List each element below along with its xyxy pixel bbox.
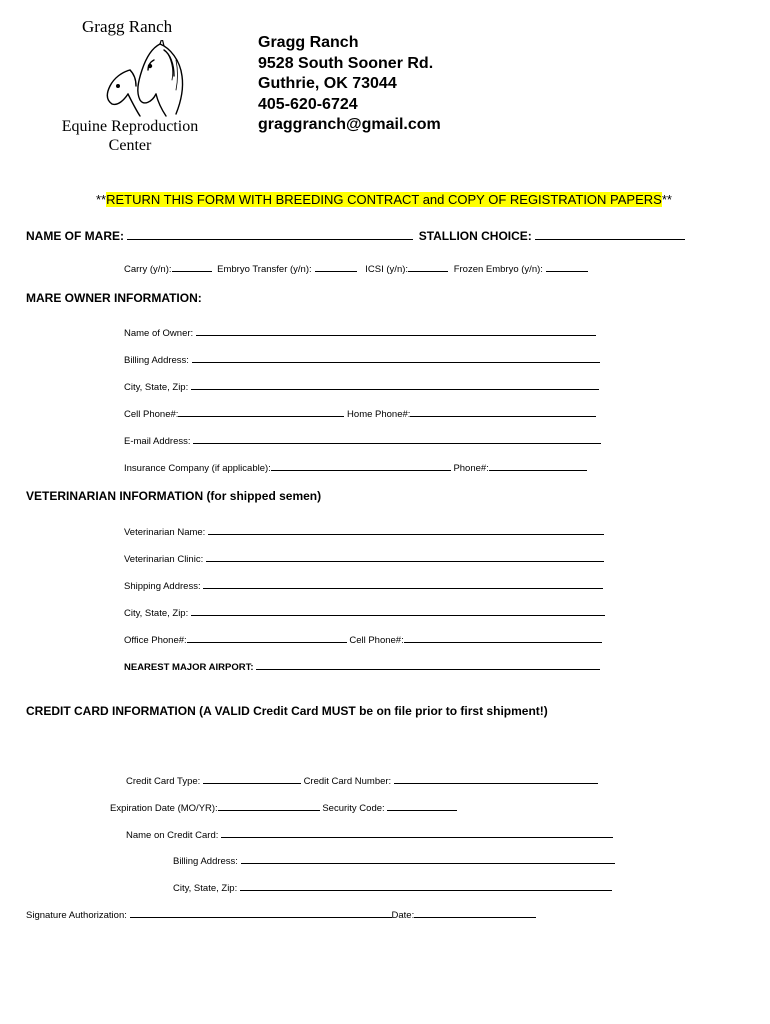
vet-phones-row (124, 632, 602, 646)
airport-label: NEAREST MAJOR AIRPORT (124, 662, 251, 673)
address-email: graggranch@gmail.com (258, 116, 441, 133)
airport-field[interactable] (256, 659, 600, 670)
card-security-label: Security Code: (322, 803, 385, 814)
owner-email-field[interactable] (193, 433, 601, 444)
owner-insurance-row (124, 460, 587, 474)
notice-suffix: ** (661, 192, 672, 207)
owner-insurance-label: Insurance Company (if applicable): (124, 463, 271, 474)
date-label: Date: (391, 910, 415, 921)
owner-city-row (124, 379, 599, 393)
mare-name-label: NAME OF MARE (26, 229, 120, 243)
owner-insurance-phone-label: Phone#: (453, 463, 489, 474)
notice-prefix: ** (96, 192, 107, 207)
card-type-row (126, 773, 598, 787)
card-billing-label: Billing Address: (173, 856, 238, 867)
owner-name-label: Name of Owner: (124, 328, 194, 339)
frozen-embryo-label: Frozen Embryo (y/n): (453, 264, 543, 275)
card-heading: CREDIT CARD INFORMATION (A VALID Credit Card MUST be on file prior to first shipment!) (26, 704, 548, 718)
address-phone: 405-620-6724 (258, 95, 358, 113)
owner-billing-label: Billing Address: (124, 355, 189, 366)
vet-name-row (124, 524, 604, 538)
owner-email-label: E-mail Address: (124, 436, 191, 447)
card-city-field[interactable] (240, 880, 612, 891)
vet-office-label: Office Phone#: (124, 635, 187, 646)
card-security-field[interactable] (387, 800, 457, 811)
icsi-label: ICSI (y/n): (365, 264, 409, 275)
carry-field[interactable] (172, 261, 212, 272)
signature-row (26, 907, 536, 921)
vet-city-field[interactable] (191, 605, 605, 616)
vet-city-label: City, State, Zip: (124, 608, 189, 619)
icsi-field[interactable] (408, 261, 448, 272)
vet-office-field[interactable] (187, 632, 347, 643)
mare-row: NAME OF MARE: STALLION CHOICE: (26, 228, 685, 243)
card-city-row (173, 880, 612, 894)
frozen-embryo-field[interactable] (546, 261, 588, 272)
card-number-field[interactable] (394, 773, 598, 784)
card-name-label: Name on Credit Card: (126, 830, 219, 841)
owner-email-row (124, 433, 601, 447)
stallion-choice-field[interactable] (535, 228, 685, 240)
embryo-transfer-field[interactable] (315, 261, 357, 272)
vet-heading: VETERINARIAN INFORMATION (for shipped semen) (26, 489, 322, 503)
return-notice (96, 192, 672, 207)
address-street: 9528 South Sooner Rd. (258, 54, 434, 72)
card-billing-row (173, 853, 615, 867)
owner-billing-row (124, 352, 600, 366)
card-number-label: Credit Card Number: (303, 776, 392, 787)
vet-shipping-field[interactable] (203, 578, 603, 589)
owner-cell-label: Cell Phone#: (124, 409, 179, 420)
address-name: Gragg Ranch (258, 34, 359, 51)
mare-name-field[interactable] (127, 228, 413, 240)
owner-home-label: Home Phone#: (347, 409, 411, 420)
owner-phones-row (124, 406, 596, 420)
horses-icon (90, 40, 190, 120)
card-type-label: Credit Card Type: (126, 776, 201, 787)
address-block (258, 33, 441, 136)
embryo-transfer-label: Embryo Transfer (y/n): (217, 264, 312, 275)
signature-label: Signature Authorization: (26, 910, 127, 921)
card-name-row (126, 827, 613, 841)
notice-highlight: RETURN THIS FORM WITH BREEDING CONTRACT and COPY OF REGISTRATION PAPERS (106, 192, 662, 207)
card-billing-field[interactable] (241, 853, 615, 864)
owner-heading: MARE OWNER INFORMATION: (26, 291, 202, 305)
logo-subtitle-1: Equine Reproduction (61, 118, 199, 135)
owner-cell-field[interactable] (178, 406, 344, 417)
logo-subtitle-2: Center (108, 137, 152, 154)
logo-title: Gragg Ranch (82, 17, 173, 36)
vet-clinic-label: Veterinarian Clinic: (124, 554, 204, 565)
signature-field[interactable] (130, 907, 392, 918)
owner-home-field[interactable] (410, 406, 596, 417)
vet-cell-field[interactable] (404, 632, 602, 643)
vet-name-label: Veterinarian Name: (124, 527, 206, 538)
vet-clinic-field[interactable] (206, 551, 604, 562)
date-field[interactable] (414, 907, 536, 918)
vet-name-field[interactable] (208, 524, 604, 535)
vet-city-row (124, 605, 605, 619)
owner-name-row (124, 325, 596, 339)
vet-shipping-label: Shipping Address: (124, 581, 201, 592)
card-type-field[interactable] (203, 773, 301, 784)
vet-cell-label: Cell Phone#: (349, 635, 404, 646)
card-expiration-label: Expiration Date (MO/YR): (110, 803, 218, 814)
breeding-options-row (124, 261, 588, 275)
card-expiration-row (110, 800, 457, 814)
stallion-choice-label: STALLION CHOICE (418, 229, 528, 243)
owner-insurance-phone-field[interactable] (489, 460, 587, 471)
card-expiration-field[interactable] (218, 800, 320, 811)
address-city: Guthrie, OK 73044 (258, 75, 397, 92)
owner-name-field[interactable] (196, 325, 596, 336)
owner-insurance-field[interactable] (271, 460, 451, 471)
card-city-label: City, State, Zip: (173, 883, 238, 894)
owner-city-field[interactable] (191, 379, 599, 390)
owner-billing-field[interactable] (192, 352, 600, 363)
vet-airport-row: NEAREST MAJOR AIRPORT: (124, 659, 600, 673)
vet-shipping-row (124, 578, 603, 592)
owner-city-label: City, State, Zip: (124, 382, 189, 393)
carry-label: Carry (y/n): (124, 264, 172, 275)
vet-clinic-row (124, 551, 604, 565)
card-name-field[interactable] (221, 827, 613, 838)
